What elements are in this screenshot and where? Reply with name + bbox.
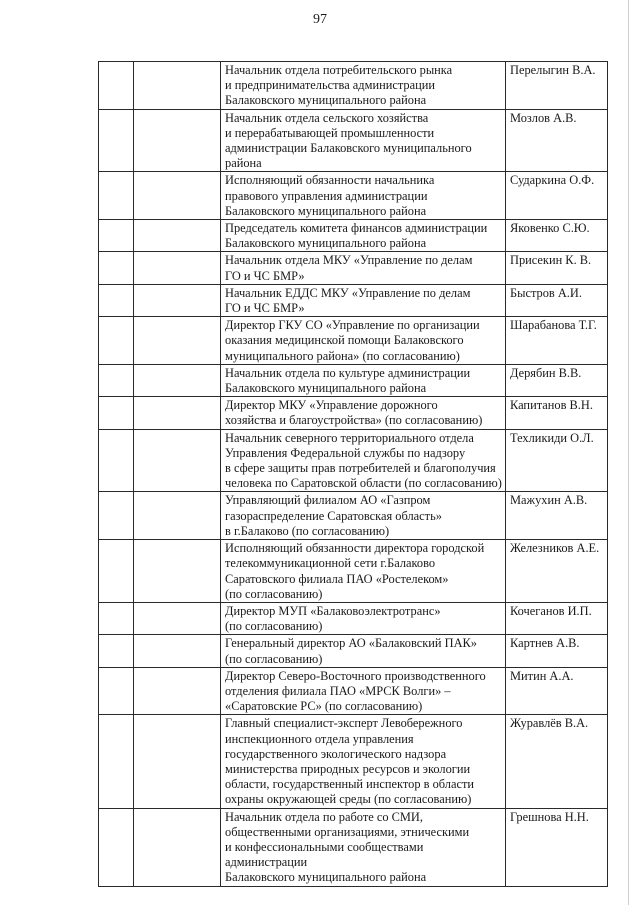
empty-number-cell	[99, 667, 134, 715]
position-cell: Исполняющий обязанности начальника правового управления администрации Балаковского муниципального района	[221, 172, 506, 220]
person-name-cell: Митин А.А.	[506, 667, 608, 715]
table-row	[99, 602, 608, 634]
table-row	[99, 429, 608, 492]
person-name-cell: Присекин К. В.	[506, 252, 608, 284]
empty-group-cell	[134, 172, 221, 220]
empty-group-cell	[134, 429, 221, 492]
position-cell: Исполняющий обязанности директора городской телекоммуникационной сети г.Балаково Саратовского филиала ПАО «Ростелеком» (по согласованию)	[221, 540, 506, 603]
empty-group-cell	[134, 252, 221, 284]
scan-artifact-line	[628, 0, 629, 905]
empty-group-cell	[134, 540, 221, 603]
empty-group-cell	[134, 62, 221, 110]
empty-group-cell	[134, 492, 221, 540]
person-name-cell: Мозлов А.В.	[506, 109, 608, 172]
position-cell: Начальник ЕДДС МКУ «Управление по делам ГО и ЧС БМР»	[221, 284, 506, 316]
empty-group-cell	[134, 284, 221, 316]
person-name-cell: Картнев А.В.	[506, 635, 608, 667]
person-name-cell: Кочеганов И.П.	[506, 602, 608, 634]
empty-number-cell	[99, 109, 134, 172]
empty-number-cell	[99, 172, 134, 220]
empty-group-cell	[134, 109, 221, 172]
position-cell: Директор Северо-Восточного производственного отделения филиала ПАО «МРСК Волги» – «Саратовские РС» (по согласованию)	[221, 667, 506, 715]
position-cell: Начальник отдела по культуре администрации Балаковского муниципального района	[221, 364, 506, 396]
person-name-cell: Шарабанова Т.Г.	[506, 317, 608, 365]
empty-group-cell	[134, 317, 221, 365]
table-row	[99, 172, 608, 220]
table-row	[99, 715, 608, 808]
empty-number-cell	[99, 364, 134, 396]
table-row	[99, 397, 608, 429]
table-row	[99, 317, 608, 365]
position-cell: Директор ГКУ СО «Управление по организации оказания медицинской помощи Балаковского муниципального района» (по согласованию)	[221, 317, 506, 365]
empty-group-cell	[134, 667, 221, 715]
table-row	[99, 808, 608, 886]
empty-group-cell	[134, 397, 221, 429]
empty-number-cell	[99, 62, 134, 110]
person-name-cell: Дерябин В.В.	[506, 364, 608, 396]
empty-group-cell	[134, 715, 221, 808]
position-cell: Генеральный директор АО «Балаковский ПАК» (по согласованию)	[221, 635, 506, 667]
table-row	[99, 284, 608, 316]
page-number: 97	[313, 12, 327, 27]
person-name-cell: Техликиди О.Л.	[506, 429, 608, 492]
table-row	[99, 109, 608, 172]
table-row	[99, 62, 608, 110]
empty-number-cell	[99, 540, 134, 603]
empty-group-cell	[134, 364, 221, 396]
empty-number-cell	[99, 635, 134, 667]
position-cell: Председатель комитета финансов администрации Балаковского муниципального района	[221, 220, 506, 252]
empty-number-cell	[99, 715, 134, 808]
table-row	[99, 667, 608, 715]
position-cell: Начальник отдела потребительского рынка и предпринимательства администрации Балаковского муниципального района	[221, 62, 506, 110]
person-name-cell: Грешнова Н.Н.	[506, 808, 608, 886]
empty-number-cell	[99, 397, 134, 429]
table-row	[99, 252, 608, 284]
table-row	[99, 492, 608, 540]
person-name-cell: Мажухин А.В.	[506, 492, 608, 540]
person-name-cell: Сударкина О.Ф.	[506, 172, 608, 220]
empty-number-cell	[99, 492, 134, 540]
position-cell: Начальник северного территориального отдела Управления Федеральной службы по надзору в сфере защиты прав потребителей и благополучия человека по Саратовской области (по согласованию)	[221, 429, 506, 492]
table-row	[99, 635, 608, 667]
position-cell: Директор МУП «Балаковоэлектротранс» (по согласованию)	[221, 602, 506, 634]
empty-number-cell	[99, 284, 134, 316]
person-name-cell: Железников А.Е.	[506, 540, 608, 603]
position-cell: Управляющий филиалом АО «Газпром газораспределение Саратовская область» в г.Балаково (по согласованию)	[221, 492, 506, 540]
person-name-cell: Журавлёв В.А.	[506, 715, 608, 808]
empty-group-cell	[134, 220, 221, 252]
person-name-cell: Перелыгин В.А.	[506, 62, 608, 110]
person-name-cell: Быстров А.И.	[506, 284, 608, 316]
empty-number-cell	[99, 252, 134, 284]
empty-group-cell	[134, 635, 221, 667]
position-cell: Начальник отдела сельского хозяйства и перерабатывающей промышленности администрации Балаковского муниципального района	[221, 109, 506, 172]
table-row	[99, 540, 608, 603]
empty-number-cell	[99, 808, 134, 886]
position-cell: Главный специалист-эксперт Левобережного инспекционного отдела управления государственного экологического надзора министерства природных ресурсов и экологии области, государственный инспектор в области охраны окружающей среды (по согласованию)	[221, 715, 506, 808]
person-name-cell: Яковенко С.Ю.	[506, 220, 608, 252]
empty-group-cell	[134, 808, 221, 886]
staff-table-body	[99, 62, 608, 887]
empty-number-cell	[99, 220, 134, 252]
empty-number-cell	[99, 602, 134, 634]
empty-number-cell	[99, 429, 134, 492]
empty-group-cell	[134, 602, 221, 634]
position-cell: Начальник отдела по работе со СМИ, общественными организациями, этническими и конфессиональными сообществами администрации Балаковского муниципального района	[221, 808, 506, 886]
position-cell: Начальник отдела МКУ «Управление по делам ГО и ЧС БМР»	[221, 252, 506, 284]
table-row	[99, 220, 608, 252]
position-cell: Директор МКУ «Управление дорожного хозяйства и благоустройства» (по согласованию)	[221, 397, 506, 429]
empty-number-cell	[99, 317, 134, 365]
person-name-cell: Капитанов В.Н.	[506, 397, 608, 429]
staff-table	[98, 61, 608, 887]
table-row	[99, 364, 608, 396]
